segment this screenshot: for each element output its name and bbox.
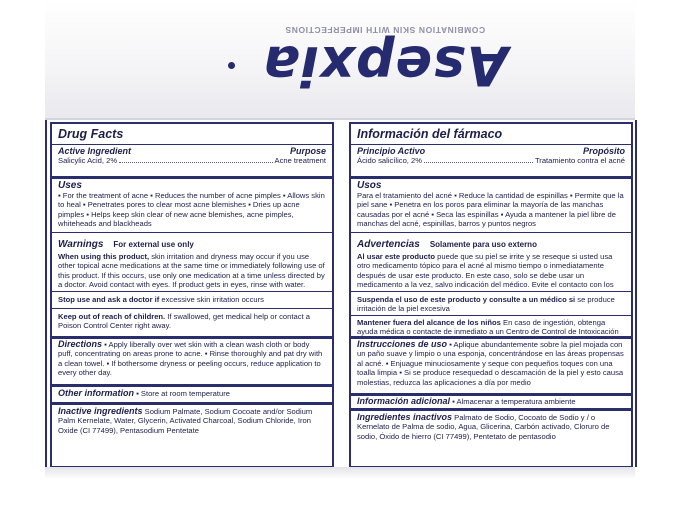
keep-out-heading: Keep out of reach of children. [58,312,166,321]
warnings-title: Warnings [58,239,104,250]
instrucciones-title: Instrucciones de uso [357,339,448,349]
suspenda-text: se produce irritación de la piel excesiva [357,295,615,314]
warnings-section [52,232,332,291]
directions-section [52,336,332,386]
inactive-ingredients-text: Sodium Palmate, Sodium Cocoate and/or Sodium Palm Kernelate, Water, Glycerin, Activated Charcoal, Sodium Chloride, Iron Oxide (CI 77499), Pentasodium Pentetate [58,407,313,435]
drug-facts-title: Drug Facts [58,127,124,141]
principio-activo-section [351,144,631,176]
proposito-value: Tratamiento contra el acné [534,156,625,165]
warnings-subtitle: For external use only [113,240,194,249]
proposito-label: Propósito [583,146,625,156]
active-ingredient-section [52,144,332,176]
leader-dots [119,162,272,163]
inactive-ingredients-section [52,402,332,469]
purpose-label: Purpose [289,146,326,156]
title-section-es [351,124,631,144]
keep-out-text: If swallowed, get medical help or contact a Poison Control Center right away. [58,312,310,331]
title-section [52,124,332,144]
usos-section [351,176,631,235]
stop-use-section [52,291,332,309]
when-using-heading: When using this product, [58,252,150,261]
other-information-text: ▪ Store at room temperature [134,389,230,398]
informacion-farmaco-box [349,122,633,468]
keep-out-section [52,308,332,336]
uses-text: ▪ For the treatment of acne ▪ Reduces the number of acne pimples ▪ Allows skin to heal ▪ Penetrates pores to clear most acne blemishes ▪ Dries up acne pimples ▪ Helps keep skin clear of new acne blemishes, acne pimples, whiteheads and blackheads [58,191,325,229]
mantener-heading: Mantener fuera del alcance de los niños [357,318,501,327]
directions-title: Directions [58,339,103,349]
informacion-title: Información del fármaco [357,127,503,141]
leader-dots-es [424,162,533,163]
box-bottom-edge [45,467,635,479]
suspenda-section [351,291,631,316]
stop-use-heading: Stop use and ask a doctor if [58,295,160,304]
instrucciones-section [351,336,631,395]
inactive-ingredients-title: Inactive ingredients [58,406,143,416]
box-top-flap [45,0,635,120]
usos-text: Para el tratamiento del acné ▪ Reduce la cantidad de espinillas ▪ Permite que la piel sane ▪ Penetra en los poros para eliminar la mayoría de las manchas causadas por el acné ▪ Seca las espinillas ▪ Ayuda a mantener la piel libre de manchas del acné, espinillas, barros y puntos negros [357,191,624,229]
active-ingredient-value: Salicylic Acid, 2% [58,156,118,165]
principio-activo-value: Ácido salicílico, 2% [357,156,422,165]
informacion-adicional-title: Información adicional [357,396,451,406]
when-using-text: skin irritation and dryness may occur if you use other topical acne medications at the same time or immediately following use of this product. If this occurs, use only one medication at a time unless directed by a doctor. Avoid contact with eyes. If product gets in eyes, rinse with water. [58,252,325,290]
brand-name: Asepxia [262,34,508,97]
al-usar-text: puede que su piel se irrite y se reseque si usted usa otro medicamento tópico para el acné al mismo tiempo o inmediatamente después de usar este producto. En este caso, solo se debe usar un medicamento a la vez, salvo indicación del médico. Evite el contacto con los [357,252,614,290]
brand-tagline: COMBINATION SKIN WITH IMPERFECTIONS [284,25,486,35]
advertencias-section [351,232,631,291]
drug-facts-panel-english [45,120,337,467]
mantener-text: En caso de ingestión, obtenga ayuda médica o contacte de inmediato a un Centro de Control de Intoxicación [357,318,619,337]
registered-mark-icon [228,62,235,69]
brand-logo [225,22,545,97]
drug-facts-panel-spanish [345,120,637,467]
other-information-section [52,384,332,404]
uses-title: Uses [58,180,82,191]
other-information-title: Other information [58,388,134,398]
mantener-section [351,315,631,337]
stop-use-text: excessive skin irritation occurs [159,295,264,304]
directions-text: ▪ Apply liberally over wet skin with a clean wash cloth or body puff, concentrating on areas prone to acne. ▪ Rinse thoroughly and pat dry with a clean towel. ▪ If bothersome dryness or peeling occurs, reduce application to every other day. [58,340,323,378]
instrucciones-text: ▪ Aplique abundantemente sobre la piel mojada con un paño suave y limpio o una esponja, concentrándose en las áreas propensas al acné. ▪ Enjuague minuciosamente y seque con pequeños toques con una toalla limpia ▪ Si se produce resequedad o descamación de la piel y esto causa molestias, reduzca las aplicaciones a día por medio [357,340,624,387]
active-ingredient-label: Active Ingredient [58,146,132,156]
purpose-value: Acne treatment [274,156,326,165]
advertencias-title: Advertencias [357,239,420,250]
suspenda-heading: Suspenda el uso de este producto y consulte a un médico si [357,295,576,304]
advertencias-subtitle: Solamente para uso externo [429,240,537,249]
usos-title: Usos [357,180,382,191]
drug-facts-box [50,122,334,468]
uses-section [52,176,332,235]
informacion-adicional-text: ▪ Almacenar a temperatura ambiente [450,397,576,406]
ingredientes-inactivos-text: Palmato de Sodio, Cocoato de Sodio y / o Kernelato de Palma de sodio, Agua, Glicerina, Carbón activado, Cloruro de sodio, Óxido de hierro (CI 77499), Pentetato de pentasodio [357,413,610,441]
ingredientes-inactivos-title: Ingredientes inactivos [357,412,453,422]
ingredientes-inactivos-section [351,408,631,469]
principio-activo-label: Principio Activo [357,146,426,156]
al-usar-heading: Al usar este producto [357,252,436,261]
